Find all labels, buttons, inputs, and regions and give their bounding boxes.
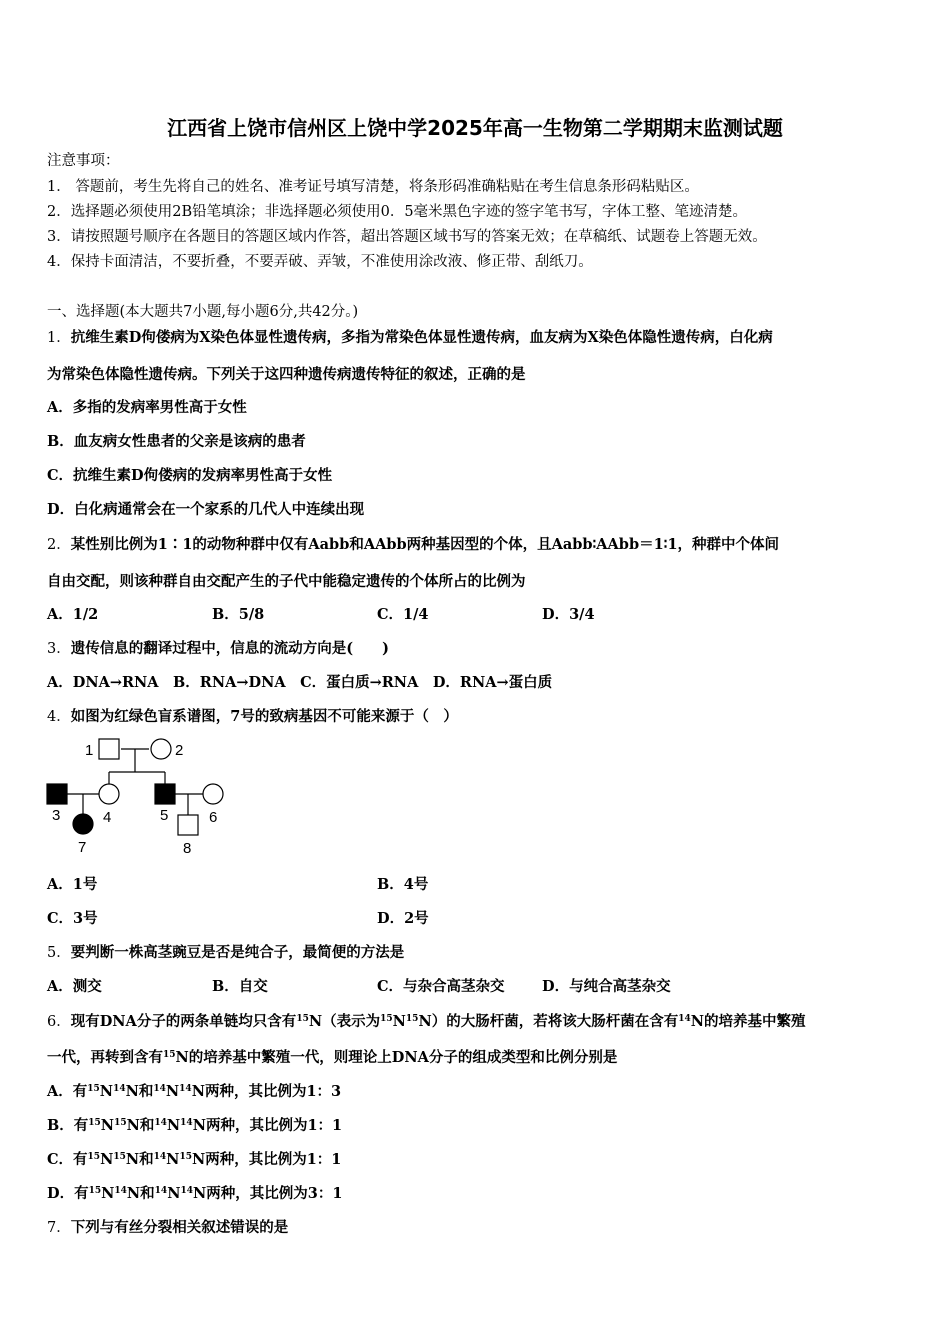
- option-text: N: [167, 1185, 181, 1202]
- option-text: N: [166, 1151, 180, 1168]
- q5-option-d: D．与纯合高茎杂交: [542, 978, 671, 995]
- question-number: 1．: [47, 330, 71, 346]
- isotope-superscript: 15: [87, 1152, 101, 1162]
- question-number: 2．: [47, 537, 71, 553]
- question-4-text: 如图为红绿色盲系谱图，7号的致病基因不可能来源于（ ）: [70, 708, 458, 725]
- note-item: 2．选择题必须使用2B铅笔填涂；非选择题必须使用0．5毫米黑色字迹的签字笔书写，字体工整、笔迹清楚。: [47, 204, 748, 220]
- isotope-superscript: 14: [154, 1118, 167, 1128]
- option-text: N: [166, 1117, 181, 1134]
- female-affected-7: [73, 814, 93, 834]
- q1-option-d: D．白化病通常会在一个家系的几代人中连续出现: [47, 501, 365, 518]
- option-text: N和: [125, 1151, 154, 1168]
- isotope-superscript: 14: [180, 1118, 193, 1128]
- question-6-text: N）的大肠杆菌，若将该大肠杆菌在含有: [418, 1013, 679, 1030]
- question-1-text: 抗维生素D佝偻病为X染色体显性遗传病，多指为常染色体显性遗传病，血友病为X染色体隐性遗传病，白化病: [70, 329, 773, 346]
- question-number: 4．: [47, 709, 71, 725]
- q1-option-b: B．血友病女性患者的父亲是该病的患者: [47, 433, 306, 450]
- question-4: [47, 707, 458, 727]
- question-number: 6．: [47, 1014, 71, 1030]
- question-2-text-cont: 自由交配，则该种群自由交配产生的子代中能稳定遗传的个体所占的比例为: [47, 573, 526, 590]
- question-6-text: N（表示为: [308, 1013, 381, 1030]
- question-1: [47, 328, 773, 348]
- isotope-superscript: 15: [113, 1152, 126, 1162]
- pedigree-label-3: 3: [52, 807, 61, 824]
- isotope-superscript: 15: [163, 1050, 176, 1060]
- note-item: 1． 答题前，考生先将自己的姓名、准考证号填写清楚，将条形码准确粘贴在考生信息条形码粘贴区。: [47, 179, 699, 195]
- option-text: N: [165, 1083, 180, 1100]
- option-text: N两种，其比例为1：1: [191, 1151, 342, 1168]
- q6-option-a: [47, 1082, 341, 1102]
- question-5-text: 要判断一株高茎豌豆是否是纯合子，最简便的方法是: [70, 944, 405, 961]
- option-text: N和: [126, 1185, 155, 1202]
- isotope-superscript: 14: [180, 1186, 193, 1196]
- q3-options: A．DNA→RNA B．RNA→DNA C．蛋白质→RNA D．RNA→蛋白质: [47, 674, 553, 691]
- isotope-superscript: 15: [380, 1014, 393, 1024]
- question-6-text: 现有DNA分子的两条单链均只含有: [70, 1013, 297, 1030]
- isotope-superscript: 15: [88, 1186, 102, 1196]
- male-affected-3: [47, 784, 67, 804]
- male-unaffected-1: [99, 739, 119, 759]
- option-text: N: [99, 1083, 114, 1100]
- question-7-text: 下列与有丝分裂相关叙述错误的是: [70, 1219, 289, 1236]
- question-6-text: 一代，再转到含有: [47, 1049, 163, 1066]
- male-unaffected-8: [178, 815, 198, 835]
- option-text: N两种，其比例为3：1: [193, 1185, 343, 1202]
- option-text: N: [101, 1185, 115, 1202]
- pedigree-label-2: 2: [175, 742, 184, 759]
- option-text: B．有: [47, 1117, 89, 1134]
- question-5: [47, 943, 404, 963]
- section-heading: 一、选择题(本大题共7小题,每小题6分,共42分。): [47, 304, 359, 320]
- q5-option-b: B．自交: [212, 978, 268, 995]
- pedigree-label-1: 1: [85, 742, 94, 759]
- q6-option-b: [47, 1116, 342, 1136]
- q6-option-c: [47, 1150, 341, 1170]
- question-6-text: N: [392, 1013, 406, 1030]
- question-number: 7．: [47, 1220, 71, 1236]
- question-number: 3．: [47, 641, 71, 657]
- q2-option-a: A．1/2: [47, 606, 99, 623]
- option-text: N: [100, 1151, 114, 1168]
- q5-option-a: A．测交: [47, 978, 102, 995]
- q1-option-c: C．抗维生素D佝偻病的发病率男性高于女性: [47, 467, 333, 484]
- question-7: [47, 1218, 288, 1238]
- isotope-superscript: 14: [113, 1084, 126, 1094]
- q4-option-b: B．4号: [377, 876, 429, 893]
- isotope-superscript: 14: [153, 1152, 167, 1162]
- female-unaffected-4: [99, 784, 119, 804]
- question-6-text: N的培养基中繁殖一代，则理论上DNA分子的组成类型和比例分别是: [175, 1049, 618, 1066]
- question-6-text: N的培养基中繁殖: [690, 1013, 806, 1030]
- option-text: D．有: [47, 1185, 89, 1202]
- q4-option-d: D．2号: [377, 910, 429, 927]
- q1-option-a: A．多指的发病率男性高于女性: [47, 399, 247, 416]
- isotope-superscript: 15: [405, 1014, 419, 1024]
- question-3-text: 遗传信息的翻译过程中，信息的流动方向是( ): [70, 640, 389, 657]
- note-item: 4．保持卡面清洁，不要折叠，不要弄破、弄皱，不准使用涂改液、修正带、刮纸刀。: [47, 254, 593, 270]
- q2-option-b: B．5/8: [212, 606, 265, 623]
- option-text: N: [100, 1117, 115, 1134]
- option-text: N两种，其比例为1：3: [191, 1083, 342, 1100]
- q4-option-c: C．3号: [47, 910, 98, 927]
- option-text: N两种，其比例为1：1: [192, 1117, 343, 1134]
- pedigree-label-8: 8: [183, 840, 192, 857]
- notes-heading: 注意事项：: [47, 153, 120, 169]
- pedigree-label-6: 6: [209, 809, 218, 826]
- page-title: 江西省上饶市信州区上饶中学2025年高一生物第二学期期末监测试题: [167, 116, 783, 140]
- question-1-text-cont: 为常染色体隐性遗传病。下列关于这四种遗传病遗传特征的叙述，正确的是: [47, 366, 526, 383]
- question-number: 5．: [47, 945, 71, 961]
- note-item: 3．请按照题号顺序在各题目的答题区域内作答，超出答题区域书写的答案无效；在草稿纸、试题卷上答题无效。: [47, 229, 767, 245]
- q5-option-c: C．与杂合高茎杂交: [377, 978, 505, 995]
- male-affected-5: [155, 784, 175, 804]
- isotope-superscript: 14: [153, 1084, 166, 1094]
- question-2: [47, 535, 779, 555]
- option-text: C．有: [47, 1151, 88, 1168]
- question-2-text: 某性别比例为1∶1的动物种群中仅有Aabb和AAbb两种基因型的个体，且Aabb∶AAbb＝1∶1，种群中个体间: [70, 536, 780, 553]
- q6-option-d: [47, 1184, 342, 1204]
- isotope-superscript: 14: [678, 1014, 691, 1024]
- question-6-text-cont: [47, 1048, 617, 1068]
- q4-option-a: A．1号: [47, 876, 98, 893]
- isotope-superscript: 14: [179, 1084, 192, 1094]
- option-text: N和: [126, 1117, 155, 1134]
- isotope-superscript: 14: [154, 1186, 168, 1196]
- pedigree-label-5: 5: [160, 807, 169, 824]
- question-6: [47, 1012, 806, 1032]
- pedigree-label-4: 4: [103, 809, 112, 826]
- isotope-superscript: 14: [114, 1186, 127, 1196]
- female-unaffected-2: [151, 739, 171, 759]
- isotope-superscript: 15: [296, 1014, 309, 1024]
- question-3: [47, 639, 389, 659]
- isotope-superscript: 15: [88, 1118, 101, 1128]
- pedigree-label-7: 7: [78, 839, 87, 856]
- isotope-superscript: 15: [114, 1118, 127, 1128]
- isotope-superscript: 15: [179, 1152, 192, 1162]
- q2-option-d: D．3/4: [542, 606, 595, 623]
- isotope-superscript: 15: [87, 1084, 100, 1094]
- option-text: A．有: [47, 1083, 88, 1100]
- female-unaffected-6: [203, 784, 223, 804]
- q2-option-c: C．1/4: [377, 606, 429, 623]
- pedigree-diagram: [40, 732, 240, 857]
- option-text: N和: [125, 1083, 154, 1100]
